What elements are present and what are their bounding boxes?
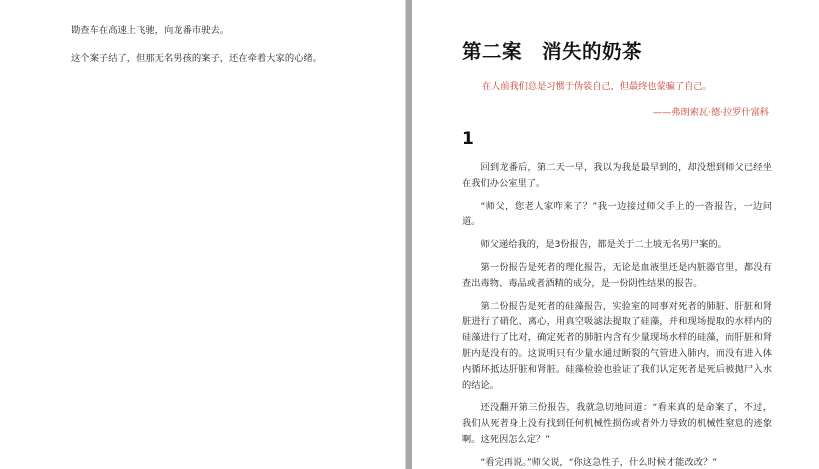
left-page-text — [71, 22, 391, 78]
epigraph-attribution: ——弗朗索瓦·德·拉罗什富科 — [652, 107, 769, 118]
body-paragraph-4: 第一份报告是死者的理化报告，无论是血液里还是内脏器官里，都没有查出毒物、毒品或者酒精的成分，是一份阴性结果的报告。 — [462, 261, 772, 289]
body-paragraph-2: “师父，您老人家咋来了？”我一边接过师父手上的一沓报告，一边问道。 — [462, 200, 772, 228]
left-paragraph-2: 这个案子结了，但那无名男孩的案子，还在牵着大家的心绪。 — [71, 53, 323, 64]
body-paragraph-5: 第二份报告是死者的硅藻报告，实验室的同事对死者的肺脏、肝脏和肾脏进行了硝化、离心，用真空吸滤法提取了硅藻，并和现场提取的水样内的硅藻进行了比对，确定死者的肺脏内含有少量现场水样的硅藻，而肝脏和肾脏内是没有的。这说明只有少量水通过断裂的气管进入肺内，而没有进入体内循环抵达肝脏和肾脏。硅藻检验也验证了我们认定死者是死后被抛尸入水的结论。 — [462, 300, 772, 391]
left-page — [0, 0, 405, 469]
page-divider — [405, 0, 412, 469]
body-paragraph-7: “看完再说。”师父说，“你这急性子，什么时候才能改改？” — [480, 456, 718, 468]
body-paragraph-3: 师父递给我的，是3份报告，都是关于二土坡无名男尸案的。 — [480, 239, 727, 251]
body-paragraph-6: 还没翻开第三份报告，我就急切地问道：“看来真的是命案了，不过，我们从死者身上没有找到任何机械性损伤或者外力导致的机械性窒息的迹象啊。这死因怎么定？” — [462, 402, 772, 445]
epigraph: 在人前我们总是习惯于伪装自己，但最终也蒙骗了自己。 — [482, 81, 712, 92]
chapter-body — [462, 160, 772, 469]
right-page — [412, 0, 819, 469]
section-number: 1 — [462, 129, 474, 149]
body-paragraph-1: 回到龙番后，第二天一早，我以为我是最早到的，却没想到师父已经坐在我们办公室里了。 — [462, 162, 772, 189]
left-paragraph-1: 勘查车在高速上飞驰，向龙番市驶去。 — [71, 25, 230, 36]
chapter-title: 第二案 消失的奶茶 — [462, 40, 643, 63]
